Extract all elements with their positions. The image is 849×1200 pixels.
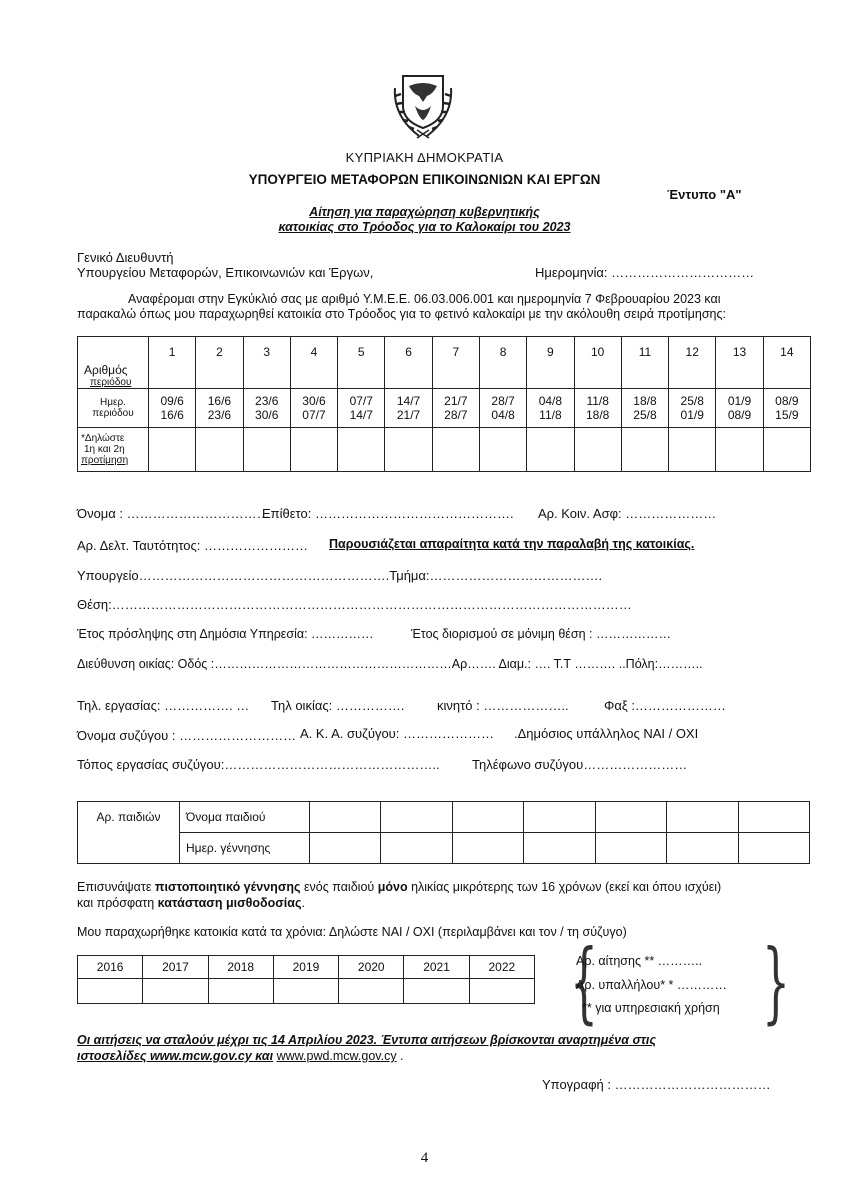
subject-line-1: Αίτηση για παραχώρηση κυβερνητικής xyxy=(309,205,540,219)
fax-field[interactable]: Φαξ :………………… xyxy=(604,698,726,713)
year-cell xyxy=(469,956,534,979)
address-field[interactable]: Διεύθυνση οικίας: Οδός :…………………………………………………Αρ……. Διαμ.: …. Τ.Τ ………. ..Πόλη:……….. xyxy=(77,657,703,671)
home-phone-field[interactable]: Τηλ οικίας: ……………. xyxy=(271,698,405,713)
period-to: 28/7 xyxy=(444,408,468,422)
form-label: Έντυπο "Α" xyxy=(667,187,742,202)
period-dates-cell xyxy=(243,389,290,428)
spouse-ssn-field[interactable]: Α. Κ. Α. συζύγου: ………………… xyxy=(300,726,495,741)
year-label: 2022 xyxy=(488,960,516,974)
period-to: 07/7 xyxy=(302,408,326,422)
child-dob-cell[interactable] xyxy=(452,833,523,864)
birth-certificate-text: πιστοποιητικό γέννησης xyxy=(154,880,301,894)
period-to: 14/7 xyxy=(349,408,373,422)
period-from: 11/8 xyxy=(586,394,609,408)
period-dates-cell xyxy=(763,389,810,428)
child-name-header xyxy=(180,802,310,833)
period-num: 3 xyxy=(263,345,271,359)
preference-row xyxy=(78,428,811,472)
intro-line-2: παρακαλώ όπως μου παραχωρηθεί κατοικία στο Τρόοδος για το φετινό καλοκαίρι με την ακόλουθη σειρά προτίμησης: xyxy=(77,307,726,321)
year-label: 2019 xyxy=(292,960,320,974)
deadline-line-end: . xyxy=(396,1049,404,1063)
attach-note-line-1 xyxy=(77,880,721,894)
year-label: 2021 xyxy=(423,960,450,974)
period-number-sublabel: περιόδου xyxy=(90,377,132,388)
period-num: 7 xyxy=(452,345,460,359)
child-dob-cell[interactable] xyxy=(310,833,381,864)
period-num: 12 xyxy=(685,345,699,359)
period-dates-cell xyxy=(196,389,243,428)
periods-table xyxy=(77,336,811,472)
period-num: 6 xyxy=(405,345,412,359)
period-number-label: Αριθμός xyxy=(84,363,128,377)
period-num: 4 xyxy=(310,345,318,359)
period-to: 08/9 xyxy=(727,408,752,422)
preference-label-3: προτίμηση xyxy=(81,455,129,466)
left-brace: { xyxy=(570,930,598,1033)
period-from: 04/8 xyxy=(538,394,563,408)
republic-title: ΚΥΠΡΙΑΚΗ ΔΗΜΟΚΡΑΤΙΑ xyxy=(345,150,504,165)
child-name-cell[interactable] xyxy=(595,802,666,833)
intro-line-1: Αναφέρομαι στην Εγκύκλιό σας με αριθμό Υ.Μ.Ε.Ε. 06.03.006.001 και ημερομηνία 7 Φεβρουαρίου 2023 και xyxy=(128,292,721,306)
child-name-cell[interactable] xyxy=(452,802,523,833)
period-num-cell xyxy=(527,337,574,389)
year-answer-cell[interactable] xyxy=(143,979,208,1004)
id-note: Παρουσιάζεται απαραίτητα κατά την παραλαβή της κατοικίας. xyxy=(329,537,695,551)
deadline-line-2 xyxy=(77,1049,404,1063)
period-num-cell xyxy=(574,337,621,389)
work-phone-field[interactable]: Τηλ. εργασίας: ……………. … xyxy=(77,698,250,713)
period-from: 09/6 xyxy=(160,394,184,408)
year-answer-cell[interactable] xyxy=(208,979,273,1004)
year-permanent-field[interactable]: Έτος διορισμού σε μόνιμη θέση : ……………… xyxy=(411,627,671,641)
employee-number-field[interactable]: Αρ. υπαλλήλου* * ………… xyxy=(576,978,727,992)
preference-cell[interactable] xyxy=(621,428,668,472)
year-answer-cell[interactable] xyxy=(78,979,143,1004)
period-from: 18/8 xyxy=(633,394,657,408)
period-num: 2 xyxy=(216,345,223,359)
period-to: 25/8 xyxy=(633,408,657,422)
preference-cell[interactable] xyxy=(338,428,385,472)
period-dates-cell xyxy=(574,389,621,428)
period-from: 16/6 xyxy=(207,394,232,408)
child-dob-cell[interactable] xyxy=(667,833,738,864)
period-num-cell xyxy=(621,337,668,389)
preference-cell[interactable] xyxy=(479,428,526,472)
period-num-cell xyxy=(385,337,432,389)
period-num: 10 xyxy=(590,345,605,359)
attach-note-line-2 xyxy=(77,896,305,910)
position-field[interactable]: Θέση:………………………………………………………………………………………………………… xyxy=(77,597,632,612)
years-answer-row xyxy=(78,979,535,1004)
period-dates-cell xyxy=(621,389,668,428)
website-pwd-link[interactable]: www.pwd.mcw.gov.cy xyxy=(276,1049,397,1063)
child-dob-cell[interactable] xyxy=(738,833,809,864)
period-from: 21/7 xyxy=(444,394,468,408)
period-num-cell xyxy=(196,337,243,389)
addressee-line-2: Υπουργείου Μεταφορών, Επικοινωνιών και Έργων, xyxy=(77,265,374,280)
period-dates-header xyxy=(78,389,149,428)
children-count-cell[interactable] xyxy=(78,802,180,864)
child-dob-header xyxy=(180,833,310,864)
year-label: 2018 xyxy=(227,960,255,974)
period-to: 15/9 xyxy=(775,408,799,422)
previous-years-table xyxy=(77,955,535,1004)
period-to: 18/8 xyxy=(585,408,610,422)
period-dates-cell xyxy=(432,389,479,428)
coat-of-arms-emblem xyxy=(383,66,463,146)
children-table xyxy=(77,801,810,864)
year-label: 2016 xyxy=(96,960,124,974)
period-num: 8 xyxy=(499,345,507,359)
preference-cell[interactable] xyxy=(385,428,432,472)
mobile-field[interactable]: κινητό : ……………….. xyxy=(437,698,569,713)
preference-cell[interactable] xyxy=(290,428,337,472)
year-cell xyxy=(208,956,273,979)
period-num: 9 xyxy=(547,345,554,359)
period-dates-label: Ημερ. xyxy=(100,397,126,408)
name-field[interactable]: Όνομα : …………………………… xyxy=(77,506,270,521)
date-field[interactable]: Ημερομηνία: …………………………… xyxy=(535,265,755,280)
period-dates-cell xyxy=(338,389,385,428)
child-name-cell[interactable] xyxy=(310,802,381,833)
deadline-line-1: Οι αιτήσεις να σταλούν μέχρι τις 14 Απριλίου 2023. Έντυπα αιτήσεων βρίσκονται αναρτημένα στις xyxy=(77,1033,657,1047)
preference-label-2: 1η και 2η xyxy=(84,444,125,455)
signature-field[interactable]: Υπογραφή : ……………………………… xyxy=(542,1077,771,1092)
spouse-name-field[interactable]: Όνομα συζύγου : ……………………… xyxy=(77,728,297,743)
preference-cell[interactable] xyxy=(196,428,243,472)
period-dates-cell xyxy=(669,389,716,428)
preference-cell[interactable] xyxy=(763,428,810,472)
period-num-cell xyxy=(243,337,290,389)
ministry-title: ΥΠΟΥΡΓΕΙΟ ΜΕΤΑΦΟΡΩΝ ΕΠΙΚΟΙΝΩΝΙΩΝ ΚΑΙ ΕΡΓΩΝ xyxy=(248,172,601,187)
period-dates-row xyxy=(78,389,811,428)
spouse-civil-servant-field[interactable]: .Δημόσιος υπάλληλος ΝΑΙ / ΟΧΙ xyxy=(514,726,699,741)
period-num: 1 xyxy=(168,345,176,359)
preference-label-1: *Δηλώστε xyxy=(81,433,125,444)
period-num-cell xyxy=(338,337,385,389)
period-num-cell xyxy=(432,337,479,389)
children-count-label: Αρ. παιδιών xyxy=(96,810,161,824)
year-answer-cell[interactable] xyxy=(404,979,469,1004)
spouse-workplace-field[interactable]: Τόπος εργασίας συζύγου:………………………………………….. xyxy=(77,757,440,772)
period-dates-cell xyxy=(385,389,432,428)
only-text: μόνο xyxy=(377,880,408,894)
website-mcw-text: ιστοσελίδες www.mcw.gov.cy και xyxy=(77,1049,274,1063)
previous-years-label: Μου παραχωρήθηκε κατοικία κατά τα χρόνια: Δηλώστε ΝΑΙ / ΟΧΙ (περιλαμβάνει και τον / τη σύζυγο) xyxy=(77,925,627,939)
period-num: 13 xyxy=(732,345,747,359)
child-name-cell[interactable] xyxy=(524,802,595,833)
attach-note-text: ηλικίας μικρότερης των 16 χρόνων (εκεί και όπου ισχύει) xyxy=(407,880,722,894)
period-to: 04/8 xyxy=(491,408,515,422)
id-number-field[interactable]: Αρ. Δελτ. Ταυτότητος: …………………… xyxy=(77,538,309,553)
years-row xyxy=(78,956,535,979)
year-cell xyxy=(78,956,143,979)
page-number: 4 xyxy=(420,1150,429,1166)
period-dates-cell xyxy=(479,389,526,428)
period-from: 14/7 xyxy=(396,394,421,408)
surname-field[interactable]: Επίθετο: ………………………………………. xyxy=(262,506,514,521)
children-dob-row xyxy=(78,833,810,864)
period-num-cell xyxy=(669,337,716,389)
addressee-line-1: Γενικό Διευθυντή xyxy=(77,250,174,265)
year-answer-cell[interactable] xyxy=(273,979,338,1004)
preference-cell[interactable] xyxy=(243,428,290,472)
period-dates-cell xyxy=(149,389,196,428)
period-from: 28/7 xyxy=(491,394,515,408)
period-num-cell xyxy=(716,337,763,389)
child-dob-cell[interactable] xyxy=(595,833,666,864)
year-label: 2020 xyxy=(357,960,385,974)
period-to: 23/6 xyxy=(207,408,232,422)
payroll-statement-text: κατάσταση μισθοδοσίας xyxy=(157,896,302,910)
child-dob-label: Ημερ. γέννησης xyxy=(186,841,271,855)
year-cell xyxy=(273,956,338,979)
period-from: 01/9 xyxy=(727,394,752,408)
year-cell xyxy=(143,956,208,979)
preference-cell[interactable] xyxy=(149,428,196,472)
period-num: 14 xyxy=(780,345,794,359)
children-name-row xyxy=(78,802,810,833)
period-num-cell xyxy=(290,337,337,389)
application-number-field[interactable]: Αρ. αίτησης ** ……….. xyxy=(576,954,703,968)
child-dob-cell[interactable] xyxy=(524,833,595,864)
office-use-note: ** για υπηρεσιακή χρήση xyxy=(582,1001,720,1015)
preference-cell[interactable] xyxy=(716,428,763,472)
social-insurance-field[interactable]: Αρ. Κοιν. Ασφ: ………………… xyxy=(538,506,717,521)
period-dates-cell xyxy=(290,389,337,428)
year-cell xyxy=(339,956,404,979)
period-num-cell xyxy=(479,337,526,389)
year-hired-field[interactable]: Έτος πρόσληψης στη Δημόσια Υπηρεσία: …………… xyxy=(77,627,374,641)
child-name-label: Όνομα παιδιού xyxy=(186,810,266,824)
period-to: 11/8 xyxy=(539,408,562,422)
child-name-cell[interactable] xyxy=(667,802,738,833)
period-dates-cell xyxy=(527,389,574,428)
period-to: 16/6 xyxy=(160,408,184,422)
child-name-cell[interactable] xyxy=(738,802,809,833)
preference-cell[interactable] xyxy=(527,428,574,472)
period-from: 08/9 xyxy=(775,394,799,408)
period-to: 30/6 xyxy=(255,408,279,422)
period-number-row xyxy=(78,337,811,389)
period-num: 5 xyxy=(357,345,365,359)
attach-note-text: ενός παιδιού xyxy=(300,880,378,894)
year-label: 2017 xyxy=(162,960,189,974)
period-from: 23/6 xyxy=(255,394,279,408)
year-answer-cell[interactable] xyxy=(469,979,534,1004)
attach-note-text: . xyxy=(301,896,305,910)
period-from: 30/6 xyxy=(302,394,326,408)
period-to: 01/9 xyxy=(680,408,704,422)
period-from: 07/7 xyxy=(349,394,373,408)
preference-cell[interactable] xyxy=(669,428,716,472)
period-dates-sublabel: περιόδου xyxy=(92,408,134,419)
subject-line-2: κατοικίας στο Τρόοδος για το Καλοκαίρι του 2023 xyxy=(278,220,571,234)
period-dates-cell xyxy=(716,389,763,428)
period-to: 21/7 xyxy=(396,408,421,422)
right-brace: } xyxy=(762,930,790,1033)
attach-note-text: και πρόσφατη xyxy=(77,896,158,910)
preference-cell[interactable] xyxy=(574,428,621,472)
child-dob-cell[interactable] xyxy=(381,833,452,864)
year-answer-cell[interactable] xyxy=(339,979,404,1004)
preference-header xyxy=(78,428,149,472)
ministry-department-field[interactable]: Υπουργείο………………………………………………….Τμήμα:…………………………………. xyxy=(77,568,603,583)
year-cell xyxy=(404,956,469,979)
period-number-header xyxy=(78,337,149,389)
period-num-cell xyxy=(763,337,810,389)
spouse-phone-field[interactable]: Τηλέφωνο συζύγου…………………… xyxy=(472,757,688,772)
child-name-cell[interactable] xyxy=(381,802,452,833)
period-num-cell xyxy=(149,337,196,389)
period-from: 25/8 xyxy=(680,394,704,408)
period-num: 11 xyxy=(638,345,652,359)
preference-cell[interactable] xyxy=(432,428,479,472)
attach-note-text: Επισυνάψατε xyxy=(77,880,155,894)
